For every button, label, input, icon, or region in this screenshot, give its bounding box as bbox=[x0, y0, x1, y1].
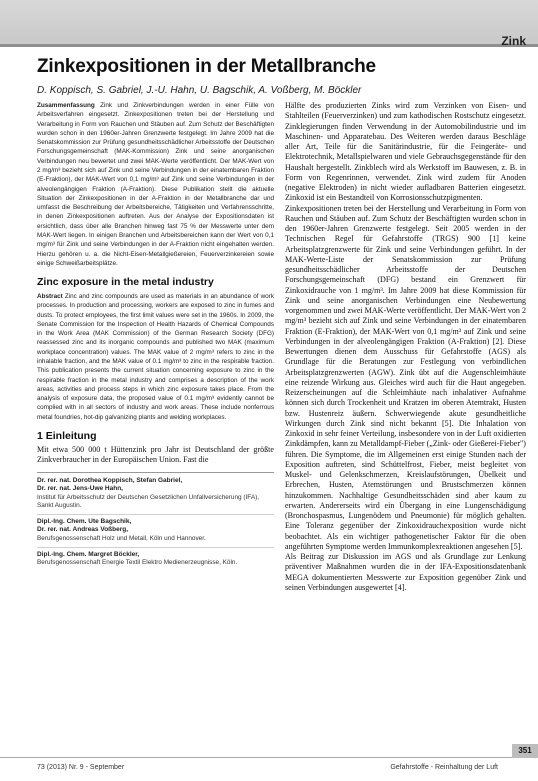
left-column bbox=[37, 101, 274, 574]
footer-journal: Gefahrstoffe - Reinhaltung der Luft bbox=[390, 764, 498, 771]
affiliation-institution: Berufsgenossenschaft Energie Textil Elektro Medienerzeugnisse, Köln. bbox=[37, 559, 238, 567]
body-paragraph: Als Beitrag zur Diskussion im AGS und als Grundlage zur Lenkung präventiver Maßnahmen wurden die in der IFA-Expositionsdatenbank MEGA dokumentierten Messwerte zur Exposition gegenüber Zink und seinen Verbindungen ausgewertet [4]. bbox=[285, 552, 526, 592]
body-paragraph: Zinkexpositionen treten bei der Herstellung und Verarbeitung in Form von Rauchen und Stäuben auf. Zum Schutz der Beschäftigten wurden schon in den 1960er-Jahren Grenzwerte festgelegt. Seit 2005 werden in der Technischen Regel für Gefahrstoffe (TRGS) 900 [1] keine Arbeitsplatzgrenzwerte für Zink und seine Verbindungen geführt. In der MAK-Werte-Liste der Senatskommission zur Prüfung gesundheitsschädlicher Arbeitsstoffe der Deutschen Forschungsgemeinschaft (DFG) bestand ein Grenzwert für Zinkoxidrauche von 1 mg/m³. Im Jahre 2009 hat diese Kommission für Zink und seine anorganischen Verbindungen eine Neubewertung vorgenommen und zwei MAK-Werte veröffentlicht. Der MAK-Wert von 2 mg/m³ bezieht sich auf Zink und seine Verbindungen in der einatembaren Fraktion (E-Fraktion), der MAK-Wert von 0,1 mg/m³ auf Zink und seine Verbindungen in der alveolengängigen Fraktion (A-Fraktion) [2]. Diese Bewertungen dienen dem Ausschuss für Gefahrstoffe (AGS) als Grundlage für die Beratungen zur Festlegung von verbindlichen Arbeitsplatzgrenzwerten (AGW). Zink übt auf die Augenschleimhäute eine reizende Wirkung aus. Gleiches wird auch für die Haut angegeben. Reizerscheinungen auf die Schleimhäute nach inhalativer Aufnahme können sich durch Trockenheit und Kratzen im oberen Atemtrakt, Husten bzw. Hustenreiz äußern. Schwerwiegende akute gesundheitliche Wirkungen durch Zink sind nicht bekannt [5]. Die Inhalation von Zinkoxid in sehr feiner Verteilung, insbesondere von in der Luft oxidierten Zinkdämpfen, kann zu Metalldampf-Fieber („Zink- oder Gießerei-Fieber") führen. Die Symptome, die im Allgemeinen erst einige Stunden nach der Exposition auftreten, sind Schüttelfrost, Fieber, meist begleitet von Muskel- und Gelenkschmerzen, Kreislaufstörungen, Übelkeit und Erbrechen, Husten, Atemstörungen und Brustschmerzen können hinzukommen. Nachhaltige Gesundheitsschäden sind aber kaum zu erwarten. Andererseits wird ein Übergang in eine Lungenschädigung (Bronchospasmus, Lungenödem und Pneumonie) für möglich gehalten. Eine Toleranz gegenüber der Zinkoxidrauchexposition wurde nicht beobachtet. Als ein wichtiger pathogenetischer Faktor für die oben angeführten Symptome werden Immunkomplexreaktionen angesehen [5]. bbox=[285, 203, 526, 551]
footer-divider bbox=[0, 757, 538, 758]
affiliation-name: Dr. rer. nat. Dorothea Koppisch, Stefan Gabriel, bbox=[37, 476, 183, 484]
affiliation-name: Dipl.-Ing. Chem. Ute Bagschik, bbox=[37, 517, 132, 525]
affiliation-institution: Institut für Arbeitsschutz der Deutschen Gesetzlichen Unfallversicherung (IFA), Sankt Augustin. bbox=[37, 493, 259, 510]
right-column bbox=[285, 101, 526, 593]
affiliation-block bbox=[37, 477, 274, 515]
section-heading-einleitung: 1 Einleitung bbox=[37, 430, 97, 442]
abstract-english-label: Abstract bbox=[37, 293, 63, 301]
english-heading: Zinc exposure in the metal industry bbox=[37, 276, 214, 289]
page-number: 351 bbox=[512, 744, 538, 758]
article-title: Zinkexpositionen in der Metallbranche bbox=[37, 56, 376, 77]
footer-issue: 73 (2013) Nr. 9 - September bbox=[37, 764, 125, 771]
abstract-german-label: Zusammenfassung bbox=[37, 102, 95, 109]
affiliation-block bbox=[37, 518, 274, 548]
affiliation-name: Dr. rer. nat. Jens-Uwe Hahn, bbox=[37, 485, 123, 493]
abstract-german-text: Zink und Zinkverbindungen werden in einer Fülle von Arbeitsverfahren eingesetzt. Zinkexpositionen treten bei der Herstellung und Verarbeitung in Form von Rauchen und Stäuben auf. Zum Schutz der Beschäftigten wurden schon in den 1960er-Jahren Grenzwerte festgelegt. Im Jahre 2009 hat die Senatskommission zur Prüfung gesundheitsschädlicher Arbeitsstoffe der Deutschen Forschungsgemeinschaft (MAK-Kommission) Zink und seine anorganischen Verbindungen neu bewertet und zwei MAK-Werte veröffentlicht. Der MAK-Wert von 2 mg/m³ bezieht sich auf Zink und seine Verbindungen in der einatembaren Fraktion (E-Fraktion), der MAK-Wert von 0,1 mg/m³ auf Zink und seine Verbindungen in der alveolengängigen Fraktion (A-Fraktion). Diese Publikation stellt die aktuelle Situation der Zinkexpositionen in der A-Fraktion in der Metallbranche dar und umfasst die Beschreibung der Arbeitsbereiche, Tätigkeiten und Verfahrensschritte, in denen Zinkexpositionen auftreten. Aus der Analyse der Expositionsdaten ist ersichtlich, dass über alle Branchen hinweg fast 75 % der Messwerte unter dem MAK-Wert liegen. In einigen Branchen und Arbeitsbereichen kann der Wert von 0,1 mg/m³ für Zink und seine Verbindungen in der A-Fraktion nicht eingehalten werden. Hierzu gehören u. a. die Nicht-Eisen-Metallgießereien, Feuerverzinkereien sowie einige Schweißarbeitsplätze. bbox=[37, 102, 274, 267]
abstract-english-text: Zinc and zinc compounds are used as materials in an abundance of work processes. In production and processing, workers are exposed to zinc in fumes and dusts. To protect employees, the first limit values were set in the 1960s. In 2009, the Senate Commission for the Inspection of Health Hazards of Chemical Compounds in the Work Area (MAK Commission) of the German Research Society (DFG) reassessed zinc and its inorganic compounds and published two MAK (maximum workplace concentration) values. The MAK value of 2 mg/m³ refers to zinc in the inhalable fraction, and the MAK value of 0.1 mg/m³ to zinc in the respirable fraction. This publication presents the current situation concerning exposure to zinc in the respirable fraction in the metal industry and comprises a description of the work areas, activities and process steps in which zinc exposure takes place. From the analysis of exposure data, the proposed value of 0.1 mg/m³ evidently cannot be complied with in all sectors of industry and work areas. These include nonferrous metal foundries, hot-dip galvanizing plants and welding workplaces. bbox=[37, 293, 274, 421]
header-band bbox=[0, 0, 538, 44]
section-tag: Zink bbox=[501, 34, 526, 48]
body-paragraph: Hälfte des produzierten Zinks wird zum Verzinken von Eisen- und Stahlteilen (Feuerverzinken) und zum kathodischen Rostschutz eingesetzt. Zinklegierungen finden Verwendung in der Automobilindustrie und im Maschinen- und Apparatebau. Des Weiteren werden daraus Beschläge aller Art, Teile für die Sanitärindustrie, für die Feingeräte- und Elektrotechnik, Metallspielwaren und viele Gebrauchsgegenstände für den Haushalt hergestellt. Zinkblech wird als Werkstoff im Bauwesen, z. B. in Form von Regenrinnen, verwendet. Zink wird zudem für Anoden (negative Elektroden) in nicht wieder aufladbaren Batterien eingesetzt. Zinkoxid ist ein Bestandteil von Korrosionsschutzpigmenten. bbox=[285, 101, 526, 203]
header-divider bbox=[0, 44, 538, 47]
affiliation-name: Dr. rer. nat. Andreas Voßberg, bbox=[37, 526, 129, 534]
affiliation-box bbox=[37, 472, 274, 571]
abstract-english bbox=[37, 292, 274, 422]
affiliation-name: Dipl.-Ing. Chem. Margret Böckler, bbox=[37, 550, 140, 558]
article-authors: D. Koppisch, S. Gabriel, J.-U. Hahn, U. Bagschik, A. Voßberg, M. Böckler bbox=[37, 85, 362, 96]
intro-paragraph: Mit etwa 500 000 t Hüttenzink pro Jahr ist Deutschland der größte Zinkverbraucher in der Europäischen Union. Fast die bbox=[37, 445, 274, 465]
affiliation-block bbox=[37, 551, 274, 571]
abstract-german bbox=[37, 101, 274, 268]
affiliation-institution: Berufsgenossenschaft Holz und Metall, Köln und Hannover. bbox=[37, 535, 206, 543]
